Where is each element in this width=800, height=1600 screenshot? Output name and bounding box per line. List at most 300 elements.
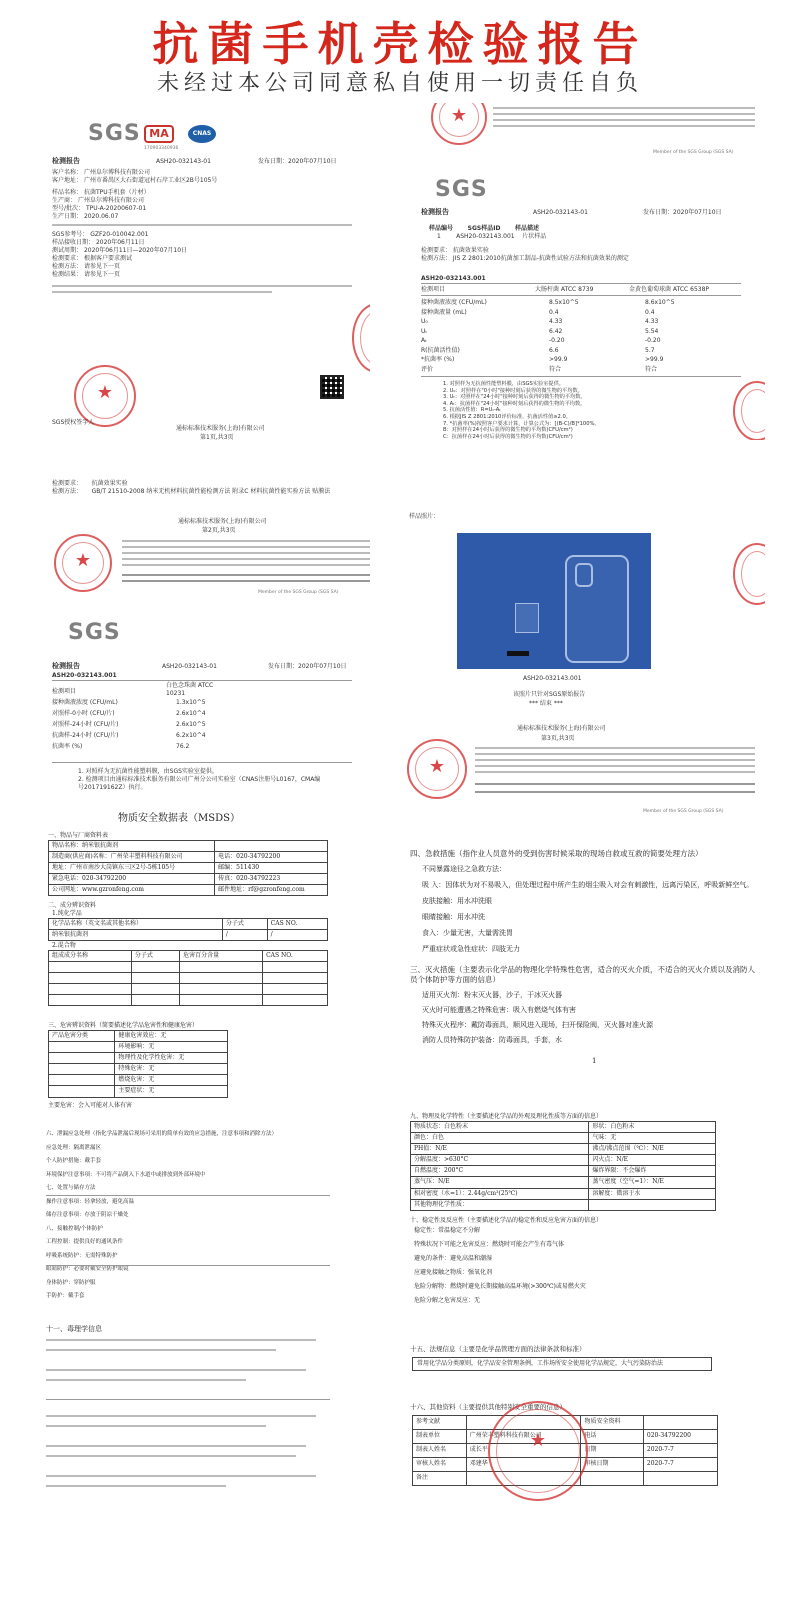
report-title: 检测报告 [421,208,449,216]
table-cell-item: 抗菌样-24小时 (CFU/片) [52,732,119,739]
table-cell [643,1472,717,1486]
first-aid-line: 严重症状或急性症状：四肢无力 [422,945,520,953]
line: 十一、毒理学信息 [46,1325,102,1333]
stability-line: 稳定性：常温稳定不分解 [414,1227,481,1234]
end-marker: *** 结束 *** [529,700,563,707]
table-row [49,885,328,896]
msds-line: 储存注意事项：存放于阴凉干燥处 [46,1212,129,1218]
table-cell: 日期 [581,1444,643,1458]
table-cell [215,841,328,852]
table-cell-item: 接种菌液浓度 (CFU/mL) [421,299,487,306]
table-row [49,852,328,863]
issue-date: 发布日期：2020年07月10日 [268,663,347,670]
stability-line: 避免的条件：避免高温和潮湿 [414,1255,493,1262]
table-cell: 审核人姓名 [413,1458,467,1472]
meta-result: 检测结果： 请参见下一页 [52,271,120,278]
disclaimer-bar [493,113,755,115]
pure-cell-formula: / [222,930,267,941]
text-bar [46,1339,316,1341]
issue-date: 发布日期：2020年07月10日 [643,209,722,216]
page-subtitle: 未经过本公司同意私自使用一切责任自负 [156,71,643,96]
table-cell: 广州荣丰塑料科技有限公司 [466,1430,581,1444]
table-rule [421,295,741,296]
table-cell: 电话：020-34792200 [215,852,328,863]
first-aid-line: 吸 入：因体状为对不易吸入，但处理过程中所产生的烟尘吸入对会有刺激性，远离污染区，呼吸新鲜空气。 [422,881,754,889]
table-rule [52,680,352,681]
pure-cell-name: 纳米银抗菌剂 [49,930,223,941]
table-cell [49,1075,115,1086]
table-cell: 蒸气压：N/E [411,1177,589,1188]
fire-line: 消防人员特殊防护装备：防毒面具，手套，水 [422,1036,562,1044]
table-cell: 2020-7-7 [643,1444,717,1458]
msds-section-10: 十、稳定性及反应性（主要描述化学品的稳定性和反应危害方面的信息） [410,1217,603,1224]
msds-page-1 [38,802,338,1118]
meta-sgs-ref: SGS参考号： GZF20-010042.001 [52,231,149,238]
report-title: 检测报告 [52,662,80,670]
pure-head-formula: 分子式 [222,919,267,930]
text-bar [46,1379,246,1381]
table-cell: 物质安全资料 [581,1416,643,1430]
sample-photo [457,533,651,669]
table-cell: 自燃温度：200°C [411,1166,589,1177]
table-cell: 气味：无 [589,1133,716,1144]
table-cell: 物理性及化学性危害：无 [115,1053,228,1064]
table-cell: 参考文献 [413,1416,467,1430]
disclaimer-bar [493,119,755,121]
table-cell-item: 检测项目 [52,688,77,695]
text-bar [46,1425,266,1427]
company-stamp: ★ [431,103,487,145]
table-cell-item: 对照样-0小时 (CFU/片) [52,710,115,717]
mix-head-name: 组成成分名称 [49,951,132,962]
disclaimer-bar [475,765,755,767]
member-line: Member of the SGS Group (SGS SA) [643,809,724,814]
table-cell-item: Aₜ [421,337,427,344]
note-line: 7. *抗菌率(%)按照客户要求计算，计算公式为：[(B-C)/B]*100%。 [443,420,600,427]
table-rule [421,283,741,284]
table-cell-item: 接种菌液量 (mL) [421,308,467,316]
note-line: 号201719162Z）执行。 [78,784,147,791]
test-method: 检测方法： JIS Z 2801:2010抗菌加工制品-抗菌性试验方法和抗菌效果的测定 [421,255,629,262]
table-cell: 制表单位 [413,1430,467,1444]
text-bar [46,1475,316,1477]
msds-line: 七、处置与储存方法 [46,1185,96,1191]
table-row [49,841,328,852]
report-number: ASH20-032143-01 [156,158,211,165]
table-cell [49,1053,115,1064]
footer-company: 通标标准技术服务(上海)有限公司 [176,425,265,432]
meta-period: 测试周期： 2020年06月11日—2020年07月10日 [52,247,188,254]
physical-props-table [410,1121,716,1211]
table-cell: 紧急电话：020-34792200 [49,874,215,885]
table-cell-staph: 5.7 [645,346,655,354]
msds-line: 眼睛防护：必要时戴安全防护眼镜 [46,1266,129,1272]
table-row [411,1155,716,1166]
table-cell-ecoli: 6.6 [549,346,559,354]
msds-line: 个人防护措施：戴手套 [46,1158,102,1164]
table-cell [49,1086,115,1097]
msds-section-2: 二、成分辨识资料 [48,902,97,909]
note-line: 6. 根据JIS Z 2801:2010评价标准，抗菌活性值≥2.0。 [443,414,571,420]
pure-cell-cas: / [267,930,327,941]
disclaimer-bar [493,107,755,109]
page-title: 抗菌手机壳检验报告 [152,17,648,71]
footer-company: 通标标准技术服务(上海)有限公司 [178,518,267,525]
report-page-1 [38,103,370,443]
table-row [49,874,328,885]
table-cell-item: R(抗菌活性值) [421,346,460,354]
table-cell: 传真：020-34792223 [215,874,328,885]
table-cell-item: 评价 [421,365,434,373]
mix-head-cas: CAS NO. [263,951,328,962]
footer-company: 通标标准技术服务(上海)有限公司 [517,725,606,732]
msds-line: 工程控制：提供良好的通风条件 [46,1239,124,1245]
divider [46,1195,330,1196]
edge-stamp [733,381,765,440]
table-row [49,1075,228,1086]
report-page-3 [38,610,373,802]
msds-line: 身体防护：穿防护服 [46,1279,96,1286]
table-cell-value: 2.6x10^5 [176,721,206,728]
text-bar [52,285,352,287]
report-number: ASH20-032143-01 [162,663,217,670]
sgs-logo: SGS [88,121,141,146]
table-cell-ecoli: >99.9 [549,356,568,363]
table-cell: 地址：广州市南沙大岗镇东三区2号-5栋105号 [49,863,215,874]
msds-page-3 [38,1125,338,1315]
method-line: 检测方法： GB/T 21510-2008 纳米无机材料抗菌性能检测方法 附录C 材料抗菌性能实验方法 贴膜法 [52,488,331,495]
msds-line: 八、接触控制/个体防护 [46,1225,103,1232]
mix-label: 2.混合物 [52,942,76,949]
msds-section-3: 三、危害辨识资料（简要描述化学品危害性和健康危害） [48,1022,199,1029]
hazard-summary: 主要危害：会入可能对人体有害 [48,1102,133,1109]
table-cell: 备注 [413,1472,467,1486]
report-title: 检测报告 [52,157,80,165]
table-cell-value: 2.6x10^4 [176,710,206,717]
disclaimer-bar [122,546,370,548]
pure-head-cas: CAS NO. [267,919,327,930]
ma-number: 170903340936 [144,146,179,151]
table-row [49,1031,228,1042]
text-bar [46,1455,296,1457]
disclaimer-bar [475,753,755,755]
photo-page [393,503,765,821]
table-cell-value: 6.2x10^4 [176,732,206,739]
table-cell-value: 1.3x10^5 [176,699,206,706]
table-cell: 邮编：511430 [215,863,328,874]
table-cell: 成长平 [466,1444,581,1458]
table-cell: 沸点/沸点范围（℃）：N/E [589,1144,716,1155]
regulation-text: 常用化学品分类原则，化学品安全管理条例，工作场所安全使用化学品规定，大气污染防治法 [412,1357,712,1371]
pure-table [48,918,328,941]
qr-code-icon [320,375,344,399]
issue-date: 发布日期：2020年07月10日 [258,158,337,165]
divider [46,1265,330,1266]
address-bar [122,580,370,582]
table-cell: 环境影响：无 [115,1042,228,1053]
table-row [411,1122,716,1133]
table-cell-staph: 0.4 [645,308,655,316]
note-line: 3. Uₜ：对照样在"24小时"接种时刻后获得的微生物的平均数。 [443,394,586,401]
photo-caption: 该照片只针对SGS原始报告 [513,691,586,698]
company-stamp: ★ [54,534,112,592]
table-row [411,1166,716,1177]
note-line: 2. 检测项目由通标标准技术服务有限公司广州分公司实验室（CNAS注册号L0167，CMA编 [78,776,321,783]
col-head-staph: 金黄色葡萄球菌 ATCC 6538P [629,286,710,293]
table-cell [581,1472,643,1486]
table-id: ASH20-032143.001 [421,275,486,282]
table-cell [589,1199,716,1210]
table-cell: 相对密度（水=1）：2.44g/cm³(25℃) [411,1188,589,1199]
msds-line: 呼吸系统防护：无需特殊防护 [46,1252,118,1259]
table-cell-ecoli: 8.5x10^5 [549,299,579,306]
table-row [411,1199,716,1210]
msds-section-9: 九、物理及化学特性（主要描述化学品的外观及理化性质等方面的信息） [410,1113,603,1120]
msds-page-5 [402,1335,732,1527]
table-cell-staph: -0.20 [645,337,661,344]
table-cell: 主要症状：无 [115,1086,228,1097]
table-row [411,1177,716,1188]
table-rule [52,762,352,763]
table-cell-value: 76.2 [176,743,190,750]
first-aid-line: 不同暴露途径之急救方法： [422,865,506,873]
table-cell-item: U₀ [421,318,428,325]
table-row [49,1086,228,1097]
table-cell [49,1042,115,1053]
table-cell: 制造商(供应商)名称：广州荣丰塑料科技有限公司 [49,852,215,863]
table-cell: 电话 [581,1430,643,1444]
hazard-table [48,1030,228,1098]
signatory-label: SGS授权签字人 [52,419,95,426]
disclaimer-bar [475,771,755,773]
table-cell: 蒸气密度（空气=1）：N/E [589,1177,716,1188]
company-stamp: ★ [74,365,136,427]
msds-line: 环境保护注意事项：不可将产品倒入下水道中或排放到外部环境中 [46,1171,206,1178]
table-cell: 燃烧危害：无 [115,1075,228,1086]
note-line: 1. 对照样为无抗菌性能塑料膜，由SGS实验室提供。 [78,768,218,775]
text-bar [46,1445,306,1447]
disclaimer-bar [122,540,370,542]
table-cell-staph: 5.54 [645,327,659,335]
fire-line: 特殊灭火程序：戴防毒面具，顺风进入现场，扫开保险阀，灭火器对准火源 [422,1021,653,1029]
disclaimer-bar [493,125,755,127]
disclaimer-bar [122,552,370,554]
table-cell: 制表人姓名 [413,1444,467,1458]
msds-title: 物质安全数据表（MSDS） [118,813,240,824]
table-cell-staph: >99.9 [645,356,664,363]
field-sample-name: 样品名称： 抗菌TPU手机套（片材） [52,189,150,196]
table-cell: 形状：白色粉末 [589,1122,716,1133]
table-cell-staph: 符合 [645,365,658,373]
stability-line: 危险分解物：燃烧时避免长期接触高温环境(>300℃)或易燃火灾 [414,1283,586,1290]
member-line: Member of the SGS Group (SGS SA) [258,590,339,595]
report-page-2 [393,103,765,440]
table-cell: 020-34792200 [643,1430,717,1444]
note-line: C：抗菌样在24小时后获得的微生物的平均数(CFU/cm²) [443,433,573,440]
footer-page: 第1页,共3页 [200,434,234,441]
msds-page-5-left [38,1315,338,1511]
sgs-logo: SGS [68,620,121,645]
field-production-date: 生产日期： 2020.06.07 [52,213,119,220]
table-cell-item: Uₜ [421,327,428,335]
table-cell-item: 接种菌液浓度 (CFU/mL) [52,699,118,706]
edge-stamp [733,543,765,605]
disclaimer-bar [475,747,755,749]
table-cell: 颜色：白色 [411,1133,589,1144]
text-bar [52,291,272,293]
page-header [0,0,800,100]
cnas-logo: CNAS [188,125,216,143]
table-id: ASH20-032143.001 [52,672,117,679]
divider [46,1399,330,1400]
address-bar [475,791,755,793]
mix-table [48,950,328,1006]
footer-page: 第2页,共3页 [202,527,236,534]
member-line: Member of the SGS Group (SGS SA) [653,150,734,155]
photo-label: 样品照片： [409,513,440,520]
first-aid-line: 皮肤接触：用水冲洗眼 [422,897,492,905]
report-number: ASH20-032143-01 [533,209,588,216]
note-line: B：对照样在24小时后获得的微生物的平均数(CFU/cm²) [443,427,573,434]
table-cell: 公司网址：www.gzronfeng.com [49,885,215,896]
table-cell-ecoli: 4.33 [549,318,563,325]
company-stamp: ★ [488,1401,588,1501]
table-cell: 邓建华 [466,1458,581,1472]
msds-page-4 [402,1107,724,1335]
sgs-logo: SGS [435,177,488,202]
table-cell: 闪火点：N/E [589,1155,716,1166]
disclaimer-bar [122,558,370,560]
msds-section-1: 一、物品与厂商资料表 [48,832,109,839]
company-info-table [48,840,328,896]
first-aid-line: 眼睛接触：用水冲洗 [422,913,485,921]
table-row [49,1053,228,1064]
table-cell: 邮件地址：rf@gzronfeng.com [215,885,328,896]
fire-line: 灭火时可能遭遇之特殊危害：吸入有燃烧气体有害 [422,1006,576,1014]
req-line: 检测要求： 抗菌效果实验 [52,480,128,487]
table-cell: 其他物理化学性质： [411,1199,589,1210]
msds-line: 六、泄漏应急处理（指化学品泄漏后现场可采用的简单有效的应急措施，注意事项和消除方法） [46,1131,278,1137]
table-row [49,1042,228,1053]
msds-line: 操作注意事项：轻拿轻放，避免高温 [46,1198,135,1205]
field-manufacturer: 生产商： 广州阜尔博科技有限公司 [52,197,144,204]
stability-line: 危险分解之危害反应：无 [414,1297,481,1304]
table-row [49,1064,228,1075]
table-cell: 健康危害效应：无 [115,1031,228,1042]
table-row [411,1133,716,1144]
text-bar [46,1485,226,1487]
msds-page-2 [402,843,766,1075]
edge-stamp [352,303,370,373]
table-cell [643,1416,717,1430]
text-bar [46,1349,276,1351]
table-cell-item: 对照样-24小时 (CFU/片) [52,721,119,728]
meta-method: 检测方法： 请参见下一页 [52,263,120,270]
msds-section-5: 三、灭火措施（主要表示化学品的物理化学特殊性危害，适合的灭火介质，不适合的灭火介质以及消防人员个体防护等方面的信息） [410,965,755,985]
sample-row: 1 ASH20-032143.001 片状样品 [437,233,547,240]
table-cell-ecoli: -0.20 [549,337,565,344]
disclaimer-bar [475,759,755,761]
text-bar [52,224,352,226]
meta-received: 样品接收日期： 2020年06月11日 [52,239,145,246]
table-cell: 2020-7-7 [643,1458,717,1472]
mix-head-formula: 分子式 [131,951,179,962]
report-page-2-footer [38,470,373,603]
msds-line: 手防护：戴手套 [46,1293,85,1299]
fire-line: 适用灭火剂：粉末灭火器，沙子，干冰灭火器 [422,991,562,999]
col-head-candida: 白色念珠菌 ATCC 10231 [166,682,214,698]
sample-tag [507,651,529,656]
note-line: 4. Aₜ：抗菌样在"24小时"接种时刻后获得的微生物的平均数。 [443,400,586,407]
photo-caption-id: ASH20-032143.001 [523,675,582,682]
table-cell: 产品危害分类 [49,1031,115,1042]
camera-cutout-shape [575,563,593,587]
col-head-ecoli: 大肠杆菌 ATCC 8739 [535,286,594,293]
footer-page: 第3页,共3页 [541,735,575,742]
table-cell-item: 抗菌率 (%) [52,743,83,750]
table-cell [49,1064,115,1075]
table-row [411,1144,716,1155]
msds-section-4: 四、急救措施（指作业人员意外的受到伤害时候采取的现场自救或互救的简要处理方法） [410,849,703,858]
note-line: 1. 对照样为无抗菌性能塑料膜，由SGS实验室提供。 [443,381,564,387]
stability-line: 应避免接触之物质：强氧化剂 [414,1269,493,1276]
field-model: 型号/批次： TPU-A-20200607-01 [52,205,147,212]
note-line: 5. 抗菌活性值：R=Uₜ-Aₜ [443,407,501,414]
table-cell-ecoli: 符合 [549,365,562,373]
text-bar [46,1369,306,1371]
pure-head-name: 化学品名称（英文名或其他名称） [49,919,223,930]
msds-section-16: 十六、其他资料（主要提供其他特别安全重要的信息） [410,1403,566,1411]
page-number: 1 [592,1057,597,1065]
table-cell-ecoli: 0.4 [549,308,559,316]
table-cell-ecoli: 6.42 [549,327,563,335]
table-cell: 分解温度：>630°C [411,1155,589,1166]
table-cell: 爆炸界限：不会爆炸 [589,1166,716,1177]
address-bar [122,574,370,576]
note-line: 2. U₀：对照样在"0小时"接种时刻后获得的微生物的平均数。 [443,387,583,394]
first-aid-line: 食入：少量无害，大量需洗胃 [422,929,513,937]
field-customer-address: 客户地址： 广州市番禺区大石街道冠村石岸工业区2B号105号 [52,177,218,184]
ma-logo: MA [144,125,174,143]
msds-section-15: 十五、法规信息（主要是化学品管理方面的法律条款和标准） [410,1345,586,1353]
table-cell: PH值：N/E [411,1144,589,1155]
disclaimer-bar [122,564,370,566]
table-rule [421,376,741,377]
pure-label: 1.纯化学品 [52,910,82,917]
table-cell: 审核日期 [581,1458,643,1472]
table-cell: 物质状态：白色粉末 [411,1122,589,1133]
msds-line: 应急处理：隔离泄漏区 [46,1144,102,1151]
table-cell-staph: 4.33 [645,318,659,325]
table-cell: 特殊危害：无 [115,1064,228,1075]
text-bar [46,1415,316,1417]
table-cell: 溶解度：微溶于水 [589,1188,716,1199]
field-customer-name: 客户名称： 广州阜尔博科技有限公司 [52,169,150,176]
meta-requirement: 检测要求： 根据客户要求测试 [52,255,132,262]
sample-header: 样品编号 SGS样品ID 样品描述 [429,225,540,232]
table-cell: 物品名称：纳米银抗菌剂 [49,841,215,852]
table-cell-staph: 8.6x10^5 [645,299,675,306]
table-cell-item: *抗菌率 (%) [421,356,455,363]
company-stamp: ★ [407,739,467,799]
col-head-item: 检测项目 [421,286,446,293]
table-row [49,863,328,874]
table-row [411,1188,716,1199]
mix-head-percent: 危害百分含量 [180,951,263,962]
film-sample-shape [515,603,539,633]
address-bar [475,783,755,785]
test-requirement: 检测要求： 抗菌效果实验 [421,247,489,254]
